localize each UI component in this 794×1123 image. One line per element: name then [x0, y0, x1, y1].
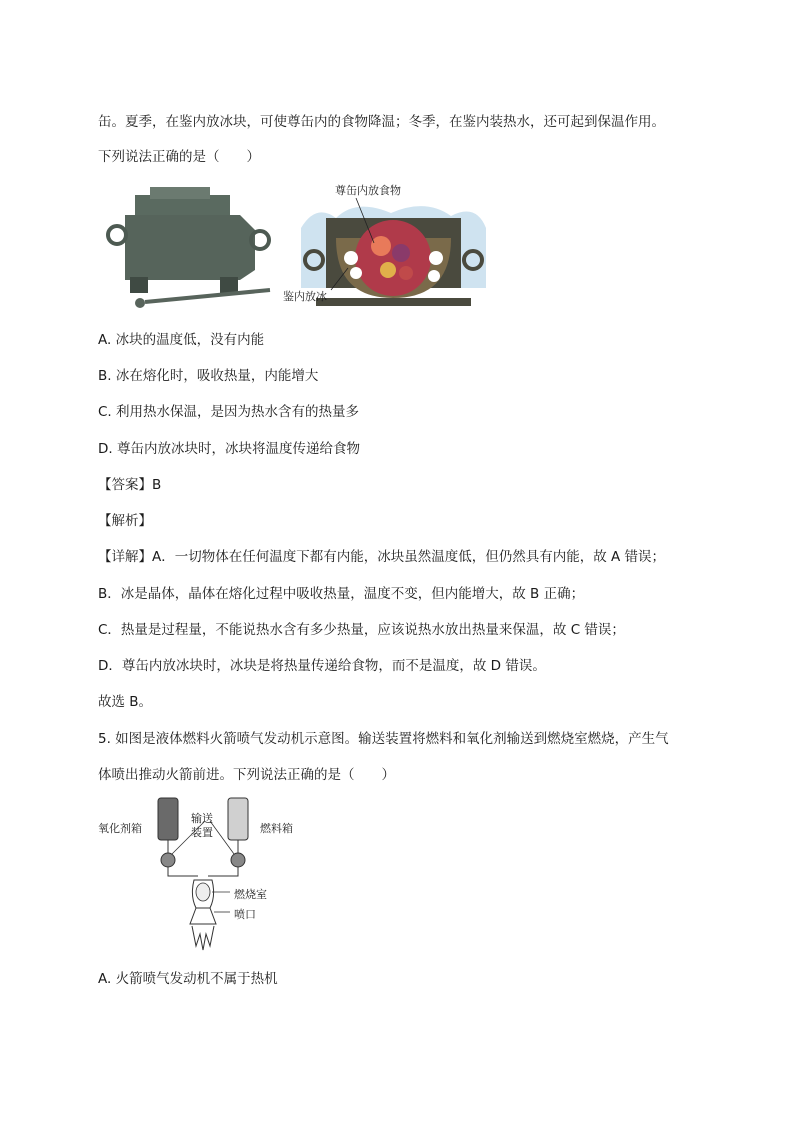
label-food: 尊缶内放食物 — [335, 184, 401, 197]
label-chamber: 燃烧室 — [234, 888, 267, 901]
q4-option-a: A. 冰块的温度低，没有内能 — [98, 332, 265, 348]
detail-b: B．冰是晶体，晶体在熔化过程中吸收热量，温度不变，但内能增大，故 B 正确； — [98, 586, 585, 602]
q4-stem-line2: 下列说法正确的是（ ） — [98, 149, 260, 165]
q5-stem-line1: 5. 如图是液体燃料火箭喷气发动机示意图。输送装置将燃料和氧化剂输送到燃烧室燃烧，产生气 — [98, 731, 669, 747]
detail-d: D．尊缶内放冰块时，冰块是将热量传递给食物，而不是温度，故 D 错误。 — [98, 658, 546, 674]
q4-option-c: C. 利用热水保温，是因为热水含有的热量多 — [98, 404, 360, 420]
bronze-vessel-photo — [105, 185, 275, 310]
label-transport-1: 输送 — [191, 812, 213, 825]
q5-stem-line2: 体喷出推动火箭前进。下列说法正确的是（ ） — [98, 767, 395, 783]
detail-a: 【详解】A．一切物体在任何温度下都有内能，冰块虽然温度低，但仍然具有内能，故 A 错误； — [98, 549, 666, 565]
label-transport-2: 装置 — [191, 826, 213, 839]
detail-c: C．热量是过程量，不能说热水含有多少热量，应该说热水放出热量来保温，故 C 错误； — [98, 622, 625, 638]
q5-option-a: A. 火箭喷气发动机不属于热机 — [98, 971, 278, 987]
q4-option-d: D. 尊缶内放冰块时，冰块将温度传递给食物 — [98, 441, 360, 457]
q4-stem-line1: 缶。夏季，在鉴内放冰块，可使尊缶内的食物降温；冬季，在鉴内装热水，还可起到保温作用。 — [98, 114, 665, 130]
label-ice: 鉴内放冰 — [283, 290, 327, 303]
label-oxidizer: 氧化剂箱 — [98, 822, 142, 835]
label-nozzle: 喷口 — [234, 908, 256, 921]
answer: 【答案】B — [98, 477, 162, 493]
q4-option-b: B. 冰在熔化时，吸收热量，内能增大 — [98, 368, 319, 384]
label-fuel: 燃料箱 — [260, 822, 293, 835]
conclusion: 故选 B。 — [98, 694, 153, 710]
analysis-title: 【解析】 — [98, 513, 152, 529]
